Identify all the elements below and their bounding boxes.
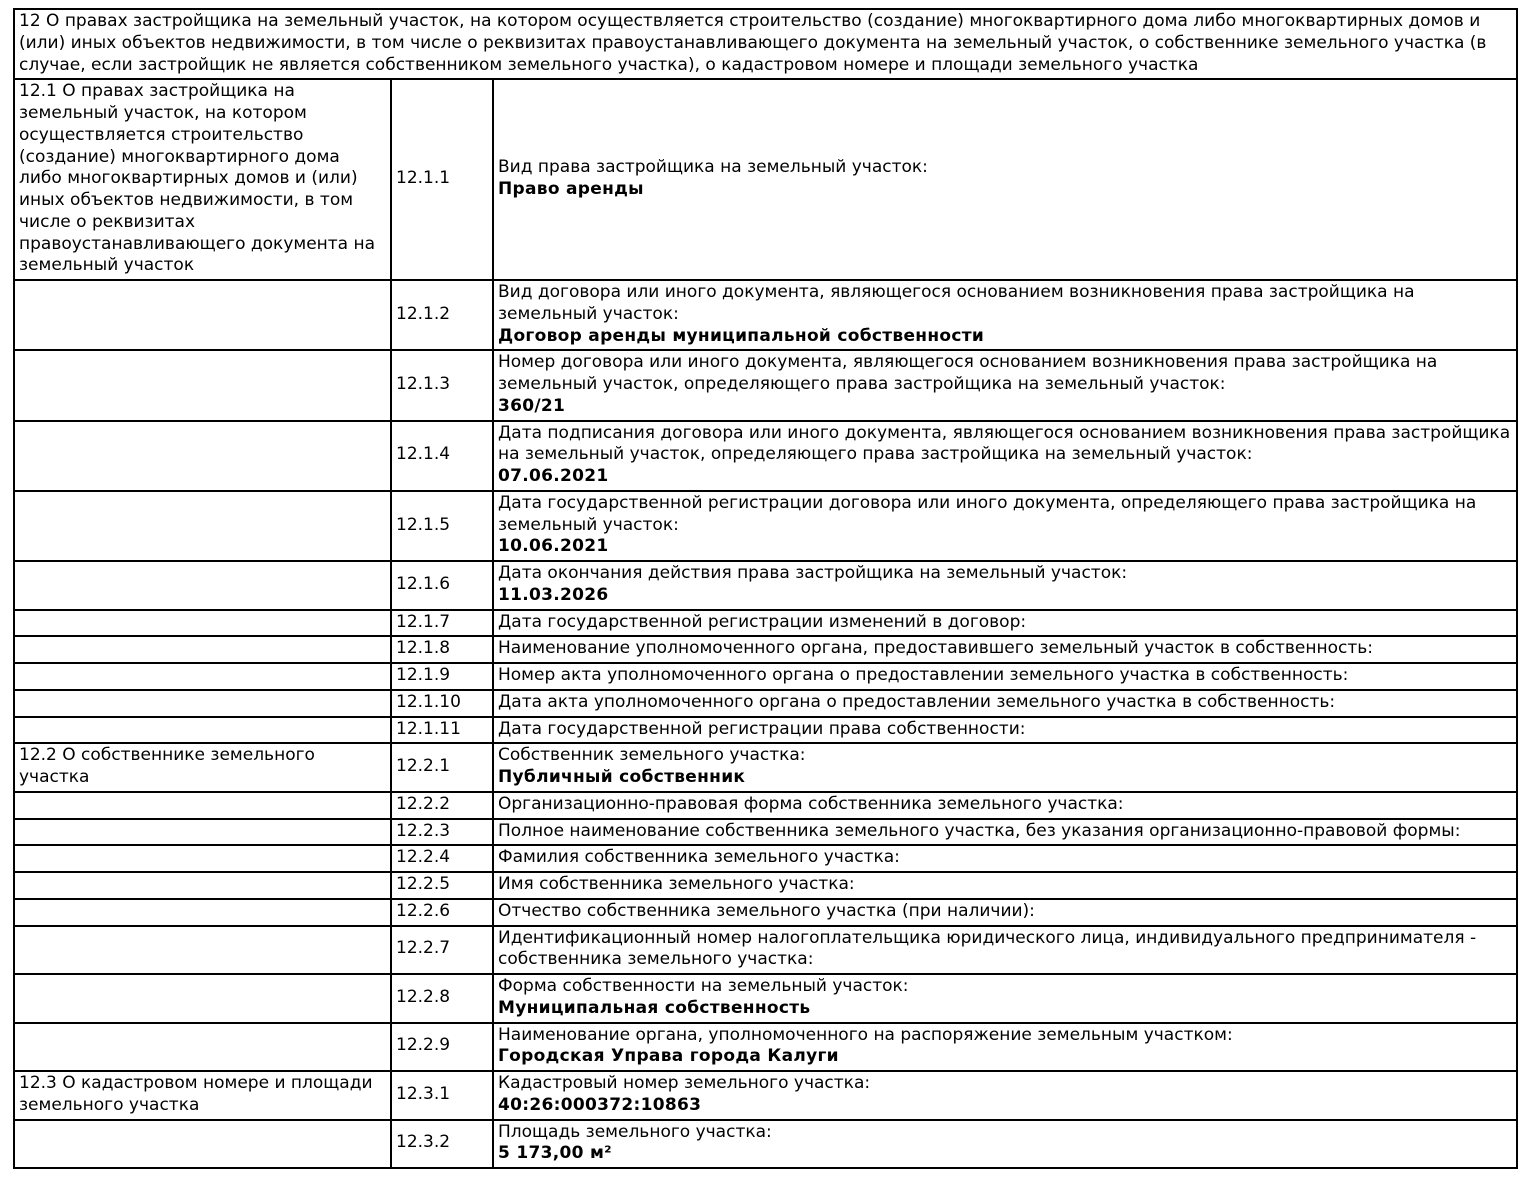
table-row [14, 79, 1517, 280]
field-label: Дата государственной регистрации изменений в договор: [498, 611, 1027, 632]
row-number: 12.2.1 [391, 743, 493, 792]
field-cell [493, 561, 1517, 610]
table-row [14, 872, 1517, 899]
field-label: Отчество собственника земельного участка (при наличии): [498, 900, 1035, 921]
field-cell [493, 690, 1517, 717]
table-row [14, 1071, 1517, 1120]
field-label: Вид права застройщика на земельный участок: [498, 157, 928, 178]
field-label: Дата акта уполномоченного органа о предоставлении земельного участка в собственность: [498, 691, 1336, 712]
table-row [14, 280, 1517, 350]
field-label: Наименование органа, уполномоченного на распоряжение земельным участком: [498, 1024, 1233, 1045]
row-number: 12.3.2 [391, 1120, 493, 1169]
land-rights-table-body [14, 9, 1517, 1168]
field-cell [493, 79, 1517, 280]
field-value: Публичный собственник [498, 767, 746, 787]
row-number: 12.1.2 [391, 280, 493, 350]
field-value: 07.06.2021 [498, 466, 609, 486]
row-number: 12.2.5 [391, 872, 493, 899]
row-number: 12.1.11 [391, 717, 493, 744]
table-row [14, 690, 1517, 717]
row-number: 12.2.9 [391, 1023, 493, 1072]
field-cell [493, 792, 1517, 819]
row-number: 12.2.7 [391, 926, 493, 975]
field-cell [493, 610, 1517, 637]
row-number: 12.1.8 [391, 636, 493, 663]
field-label: Дата окончания действия права застройщика на земельный участок: [498, 563, 1128, 583]
section-label-cell [14, 792, 391, 819]
row-number: 12.1.4 [391, 421, 493, 491]
section-label-cell [14, 819, 391, 846]
row-number: 12.2.4 [391, 845, 493, 872]
section-label-cell [14, 899, 391, 926]
row-number: 12.2.3 [391, 819, 493, 846]
field-cell [493, 491, 1517, 561]
field-value: Право аренды [498, 179, 644, 200]
section-label-cell [14, 421, 391, 491]
field-cell [493, 636, 1517, 663]
row-number: 12.1.9 [391, 663, 493, 690]
section-label-cell [14, 491, 391, 561]
field-cell [493, 1023, 1517, 1072]
table-row [14, 491, 1517, 561]
field-label: Кадастровый номер земельного участка: [498, 1073, 871, 1093]
table-row [14, 1120, 1517, 1169]
table-row [14, 974, 1517, 1023]
section-label-cell [14, 636, 391, 663]
field-cell [493, 1071, 1517, 1120]
section-label-cell [14, 350, 391, 420]
row-number: 12.2.8 [391, 974, 493, 1023]
section-header-row [14, 9, 1517, 79]
row-number: 12.1.5 [391, 491, 493, 561]
field-cell [493, 663, 1517, 690]
field-value: 11.03.2026 [498, 584, 609, 605]
field-cell [493, 872, 1517, 899]
field-value: Договор аренды муниципальной собственности [498, 325, 985, 346]
section-label-cell: 12.1 О правах застройщика на земельный участок, на котором осуществляется строительство (создание) многоквартирного дома либо многоквартирных домов и (или) иных объектов недвижимости, в том числе о реквизитах правоустанавливающего документа на земельный участок [14, 79, 391, 280]
row-number: 12.1.1 [391, 79, 493, 280]
section-label-cell [14, 974, 391, 1023]
field-cell [493, 717, 1517, 744]
field-label: Организационно-правовая форма собственника земельного участка: [498, 793, 1124, 814]
field-cell [493, 899, 1517, 926]
row-number: 12.1.10 [391, 690, 493, 717]
table-row [14, 610, 1517, 637]
section-label-cell [14, 561, 391, 610]
field-value: Городская Управа города Калуги [498, 1046, 839, 1067]
table-row [14, 899, 1517, 926]
table-row [14, 845, 1517, 872]
row-number: 12.1.3 [391, 350, 493, 420]
row-number: 12.1.6 [391, 561, 493, 610]
section-12-header: 12 О правах застройщика на земельный участок, на котором осуществляется строительство (создание) многоквартирного дома либо многоквартирных домов и (или) иных объектов недвижимости, в том числе о реквизитах правоустанавливающего документа на земельный участок, о собственнике земельного участка (в случае, если застройщик не является собственником земельного участка), о кадастровом номере и площади земельного участка [14, 9, 1517, 79]
table-row [14, 1023, 1517, 1072]
field-label: Наименование уполномоченного органа, предоставившего земельный участок в собственность: [498, 638, 1373, 659]
field-value: 5 173,00 м² [498, 1143, 612, 1164]
field-label: Площадь земельного участка: [498, 1121, 772, 1142]
section-label-cell [14, 1023, 391, 1072]
row-number: 12.2.2 [391, 792, 493, 819]
land-rights-table [13, 8, 1518, 1169]
field-label: Номер договора или иного документа, являющегося основанием возникновения права застройщика на земельный участок, определяющего права застройщика на земельный участок: [498, 352, 1438, 394]
field-label: Имя собственника земельного участка: [498, 874, 855, 894]
section-label-cell [14, 845, 391, 872]
section-label-cell [14, 690, 391, 717]
section-label-cell [14, 663, 391, 690]
table-row [14, 636, 1517, 663]
field-cell [493, 421, 1517, 491]
section-label-cell [14, 717, 391, 744]
section-label-cell [14, 610, 391, 637]
field-cell [493, 280, 1517, 350]
field-cell [493, 845, 1517, 872]
section-label-cell: 12.2 О собственнике земельного участка [14, 743, 391, 792]
section-label-cell [14, 872, 391, 899]
field-value: 360/21 [498, 395, 566, 416]
table-row [14, 717, 1517, 744]
field-label: Вид договора или иного документа, являющегося основанием возникновения права застройщика на земельный участок: [498, 282, 1415, 324]
field-label: Дата государственной регистрации договора или иного документа, определяющего права застройщика на земельный участок: [498, 492, 1477, 535]
table-row [14, 792, 1517, 819]
table-row [14, 743, 1517, 792]
field-cell [493, 974, 1517, 1023]
table-row [14, 561, 1517, 610]
field-cell [493, 926, 1517, 975]
section-label-cell [14, 1120, 391, 1169]
row-number: 12.2.6 [391, 899, 493, 926]
table-row [14, 421, 1517, 491]
field-cell [493, 350, 1517, 420]
table-row [14, 926, 1517, 975]
field-value: Муниципальная собственность [498, 997, 811, 1018]
field-label: Фамилия собственника земельного участка: [498, 847, 900, 868]
field-label: Собственник земельного участка: [498, 745, 806, 766]
field-label: Номер акта уполномоченного органа о предоставлении земельного участка в собственность: [498, 665, 1349, 685]
field-label: Дата подписания договора или иного документа, являющегося основанием возникновения права застройщика на земельный участок, определяющего права застройщика на земельный участок: [498, 422, 1511, 465]
row-number: 12.3.1 [391, 1071, 493, 1120]
field-value: 10.06.2021 [498, 536, 609, 557]
field-cell [493, 819, 1517, 846]
section-label-cell [14, 926, 391, 975]
field-label: Форма собственности на земельный участок: [498, 976, 909, 996]
section-label-cell: 12.3 О кадастровом номере и площади земельного участка [14, 1071, 391, 1120]
field-cell [493, 743, 1517, 792]
table-row [14, 819, 1517, 846]
field-label: Полное наименование собственника земельного участка, без указания организационно-правовой формы: [498, 820, 1461, 841]
field-cell [493, 1120, 1517, 1169]
section-label-cell [14, 280, 391, 350]
field-label: Дата государственной регистрации права собственности: [498, 718, 1026, 739]
field-label: Идентификационный номер налогоплательщика юридического лица, индивидуального предпринимателя - собственника земельного участка: [498, 927, 1477, 970]
table-row [14, 350, 1517, 420]
table-row [14, 663, 1517, 690]
field-value: 40:26:000372:10863 [498, 1094, 702, 1115]
row-number: 12.1.7 [391, 610, 493, 637]
